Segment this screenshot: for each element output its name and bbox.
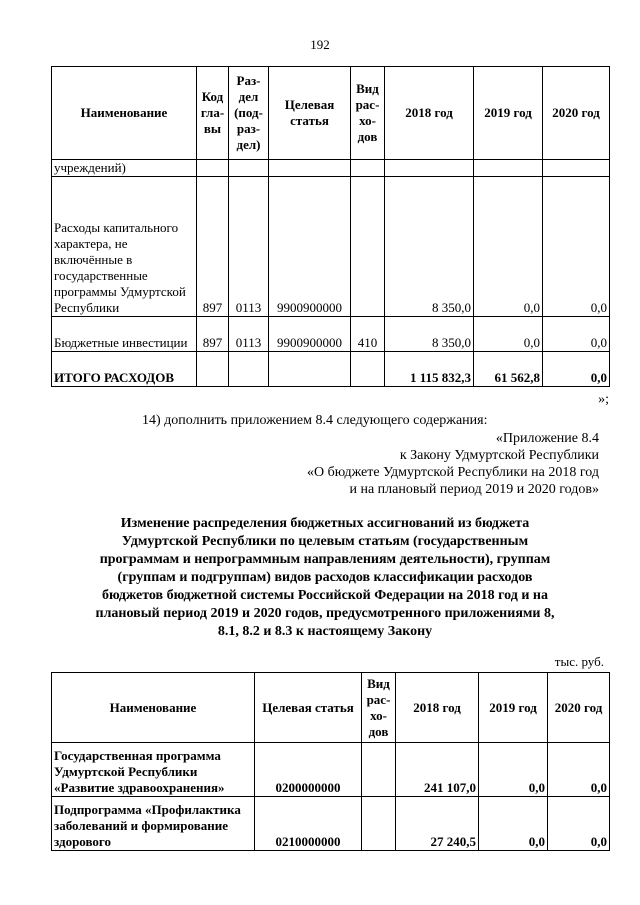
header-2019: 2019 год [474,67,543,160]
row-name: Государственная программа Удмуртской Республики «Развитие здравоохранения» [52,743,255,797]
row-name: учреждений) [52,160,197,177]
unit-label: тыс. руб. [554,654,604,669]
row-2020: 0,0 [543,317,610,352]
row-2018: 241 107,0 [396,743,479,797]
row-article: 9900900000 [269,317,351,352]
appendix-line-4: и на плановый период 2019 и 2020 годов» [349,482,599,497]
row-2020: 0,0 [548,743,610,797]
total-label: ИТОГО РАСХОДОВ [52,352,197,387]
row-2018 [385,160,474,177]
row-article: 0200000000 [255,743,362,797]
table-closing-quote: »; [598,392,609,407]
row-code: 897 [197,317,229,352]
appendix-line-2: к Закону Удмуртской Республики [399,448,599,463]
table-row [52,797,610,851]
header-2020: 2020 год [543,67,610,160]
row-2018: 8 350,0 [385,177,474,317]
row-code [197,352,229,387]
row-article [269,352,351,387]
row-kind: 410 [351,317,385,352]
header-target-article: Целевая статья [269,67,351,160]
appendix-line-1: «Приложение 8.4 [495,431,599,446]
header-2018: 2018 год [396,673,479,743]
header-section: Раз-дел (под-раз-дел) [229,67,269,160]
appendix-line-3: «О бюджете Удмуртской Республики на 2018 год [306,465,599,480]
row-2019: 0,0 [474,177,543,317]
row-name: Бюджетные инвестиции [52,317,197,352]
row-article: 0210000000 [255,797,362,851]
total-2020: 0,0 [543,352,610,387]
row-2019: 0,0 [479,797,548,851]
table-row [52,317,610,352]
row-name: Подпрограмма «Профилактика заболеваний и формирование здорового [52,797,255,851]
row-2019: 0,0 [474,317,543,352]
row-name: Расходы капитального характера, не включённые в государственные программы Удмуртской Республики [52,177,197,317]
row-kind [362,743,396,797]
row-section [229,160,269,177]
row-section: 0113 [229,317,269,352]
section-title: Изменение распределения бюджетных ассигнований из бюджета Удмуртской Республики по целевым статьям (государственным программам и непрограммным направлениям деятельности), группам (группам и подгруппам) видов расходов классификации расходов бюджетов бюджетной системы Российской Федерации на 2018 год и на плановый период 2019 и 2020 годов, предусмотренного приложениями 8, 8.1, 8.2 и 8.3 к настоящему Закону [95,516,555,639]
page-number: 192 [310,37,330,52]
row-article: 9900900000 [269,177,351,317]
row-code: 897 [197,177,229,317]
row-section [229,352,269,387]
total-2019: 61 562,8 [474,352,543,387]
total-row [52,352,610,387]
total-2018: 1 115 832,3 [385,352,474,387]
header-2019: 2019 год [479,673,548,743]
header-2020: 2020 год [548,673,610,743]
row-kind [351,352,385,387]
row-2019 [474,160,543,177]
row-kind [362,797,396,851]
row-2020 [543,160,610,177]
header-target-article: Целевая статья [255,673,362,743]
header-chapter-code: Код гла-вы [197,67,229,160]
header-name: Наименование [52,673,255,743]
row-section: 0113 [229,177,269,317]
row-2018: 27 240,5 [396,797,479,851]
amendment-item-14: 14) дополнить приложением 8.4 следующего содержания: [142,413,488,428]
header-expense-kind: Вид рас-хо-дов [351,67,385,160]
row-kind [351,160,385,177]
row-code [197,160,229,177]
row-kind [351,177,385,317]
header-name: Наименование [52,67,197,160]
row-article [269,160,351,177]
header-expense-kind: Вид рас-хо-дов [362,673,396,743]
row-2019: 0,0 [479,743,548,797]
header-2018: 2018 год [385,67,474,160]
table-row [52,743,610,797]
row-2020: 0,0 [548,797,610,851]
budget-table-continuation [51,66,610,387]
row-2020: 0,0 [543,177,610,317]
table-row [52,160,610,177]
table-row [52,177,610,317]
row-2018: 8 350,0 [385,317,474,352]
budget-distribution-table [51,672,610,851]
